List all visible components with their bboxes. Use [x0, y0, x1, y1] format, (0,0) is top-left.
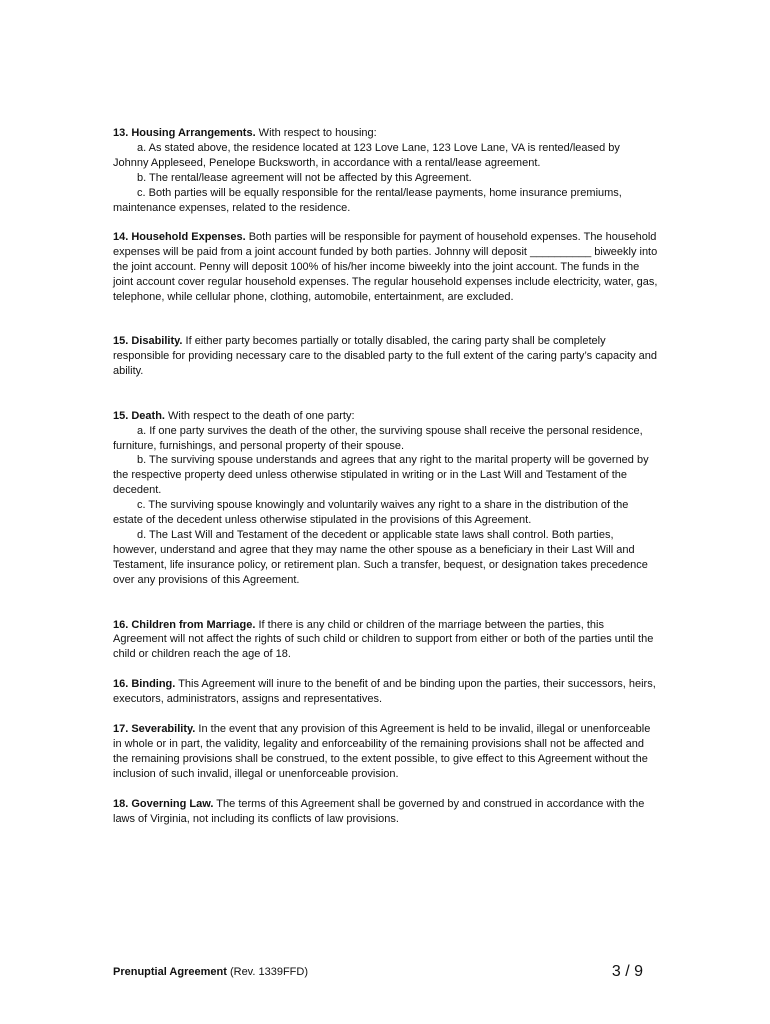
page-number: 3 / 9: [611, 963, 643, 980]
section-heading: 15. Death.: [113, 409, 165, 422]
page-footer: [113, 963, 658, 983]
section-heading: 18. Governing Law.: [113, 797, 214, 810]
list-item: b. The surviving spouse understands and agrees that any right to the marital property will be governed by the respective property deed unless otherwise stipulated in writing or in the Last Will and Testament of the decedent.: [113, 454, 649, 497]
list-item: d. The Last Will and Testament of the decedent or applicable state laws shall control. Both parties, however, understand and agree that they may name the other spouse as a beneficiary in their Last Will and Testament, life insurance policy, or retirement plan. Such a transfer, bequest, or designation takes precedence over any provisions of this Agreement.: [113, 528, 648, 586]
section-heading: 16. Children from Marriage.: [113, 618, 256, 631]
list-item: a. If one party survives the death of the other, the surviving spouse shall receive the personal residence, furniture, furnishings, and personal property of their spouse.: [113, 424, 643, 452]
list-item: c. Both parties will be equally responsible for the rental/lease payments, home insurance premiums, maintenance expenses, related to the residence.: [113, 186, 622, 214]
section-housing: [113, 126, 658, 215]
section-text: Both parties will be responsible for payment of household expenses. The household expenses will be paid from a joint account funded by both parties. Johnny will deposit __________ biweekly into the joint account. Penny will deposit 100% of his/her income biweekly into the joint account. The funds in the joint account cover regular household expenses. The regular household expenses include electricity, water, gas, telephone, while cellular phone, clothing, automobile, entertainment, are excluded.: [113, 231, 658, 304]
section-severability: [113, 722, 658, 782]
section-binding: [113, 677, 658, 707]
list-item: b. The rental/lease agreement will not be affected by this Agreement.: [137, 171, 472, 184]
section-death: [113, 409, 658, 588]
list-item: c. The surviving spouse knowingly and voluntarily waives any right to a share in the distribution of the estate of the decedent unless otherwise stipulated in the provisions of this Agreement.: [113, 499, 629, 527]
section-text: If either party becomes partially or totally disabled, the caring party shall be completely responsible for providing necessary care to the disabled party to the full extent of the caring party’s capacity and ability.: [113, 334, 657, 377]
section-intro: With respect to housing:: [255, 127, 377, 139]
footer-title: Prenuptial Agreement: [113, 966, 227, 978]
section-household-expenses: [113, 230, 658, 305]
list-item: a. As stated above, the residence located at 123 Love Lane, 123 Love Lane, VA is rented/leased by Johnny Appleseed, Penelope Bucksworth, in accordance with a rental/lease agreement.: [113, 141, 620, 169]
section-governing-law: [113, 797, 658, 827]
section-text: In the event that any provision of this Agreement is held to be invalid, illegal or unenforceable in whole or in part, the validity, legality and enforceability of the remaining provisions shall not be affected and the remaining provisions shall be construed, to the extent possible, to give effect to this Agreement without the inclusion of such invalid, illegal or unenforceable provision.: [113, 723, 651, 780]
section-disability: [113, 334, 658, 379]
document-body: [113, 126, 658, 827]
footer-doc-title: [113, 966, 308, 978]
section-text: This Agreement will inure to the benefit of and be binding upon the parties, their successors, heirs, executors, administrators, assigns and representatives.: [113, 678, 656, 706]
section-heading: 14. Household Expenses.: [113, 231, 246, 244]
section-heading: 16. Binding.: [113, 678, 176, 691]
section-heading: 15. Disability.: [113, 334, 183, 347]
section-heading: 13. Housing Arrangements.: [113, 127, 256, 139]
footer-revision: (Rev. 1339FFD): [226, 966, 308, 978]
section-heading: 17. Severability.: [113, 723, 196, 736]
section-intro: With respect to the death of one party:: [164, 409, 355, 422]
section-text: If there is any child or children of the marriage between the parties, this Agreement will not affect the rights of such child or children to support from either or both of the parties until the child or children reach the age of 18.: [113, 618, 654, 661]
section-children: [113, 618, 658, 663]
section-text: The terms of this Agreement shall be governed by and construed in accordance with the laws of Virginia, not including its conflicts of law provisions.: [113, 797, 645, 825]
